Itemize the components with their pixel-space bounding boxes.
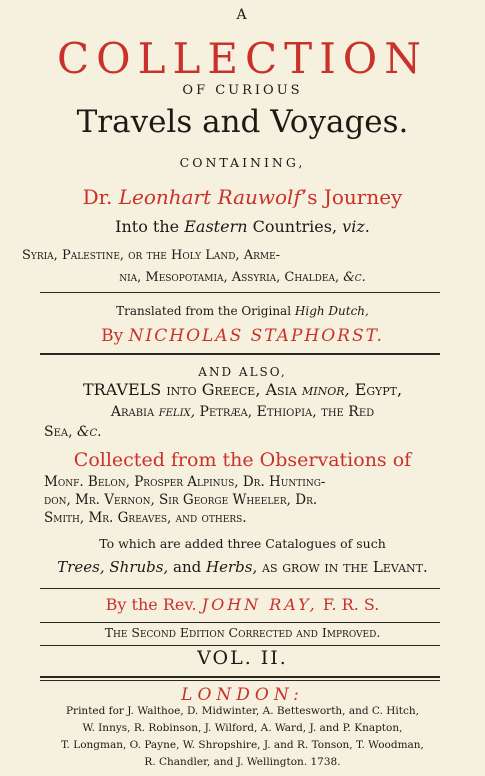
imprint-line-3: T. Longman, O. Payne, W. Shropshire, J. and R. Tonson, T. Woodman, [61, 739, 424, 751]
viz: viz. [342, 217, 370, 236]
by: By [101, 326, 124, 346]
translated-text: Translated from the Original [116, 304, 292, 318]
dr-prefix: Dr. [82, 185, 113, 209]
rule-3 [40, 588, 440, 589]
minor: minor, [301, 380, 350, 399]
arabia: Arabia [110, 404, 155, 420]
herbs: Herbs, [206, 558, 258, 576]
edition-line: The Second Edition Corrected and Improved. [104, 625, 381, 640]
rule-5 [40, 645, 440, 646]
imprint [40, 703, 445, 771]
eastern-countries-line [0, 219, 485, 235]
translator-line [0, 328, 485, 345]
containing: CONTAINING, [179, 155, 306, 170]
sea-etc: &c. [77, 424, 102, 440]
article-a: A [236, 7, 249, 23]
and-also: AND ALSO, [198, 365, 287, 379]
authors-line-3: Smith, Mr. Greaves, and others. [44, 510, 247, 526]
and: and [173, 558, 202, 576]
sea-line [44, 425, 102, 439]
imprint-line-1: Printed for J. Walthoe, D. Midwinter, A. Bettesworth, and C. Hitch, [65, 705, 419, 717]
volume-line: VOL. II. [197, 647, 288, 669]
rule-1 [40, 292, 440, 293]
countries: Countries, [252, 217, 338, 236]
translated-line [0, 305, 485, 317]
travels-into-line [0, 382, 485, 398]
rule-6 [40, 676, 440, 678]
collected-line: Collected from the Observations of [73, 449, 412, 471]
author-name: JOHN RAY, [201, 595, 318, 614]
authors-line-1: Monf. Belon, Prosper Alpinus, Dr. Hunting- [44, 474, 326, 490]
imprint-line-2: W. Innys, R. Robinson, J. Wilford, A. Ward, J. and P. Knapton, [82, 722, 403, 734]
frs: F. R. S. [322, 595, 380, 614]
places-line-2 [0, 271, 485, 284]
places-etc: &c. [343, 270, 366, 285]
arabia-line [0, 405, 485, 419]
egypt: Egypt, [354, 380, 403, 399]
rauwolf-journey-line [0, 187, 485, 207]
journey-suffix: ’s Journey [300, 185, 403, 209]
grow-levant: as grow in the Levant. [262, 558, 428, 576]
into-the: Into the [115, 217, 180, 236]
places-line-2-text: nia, Mesopotamia, Assyria, Chaldea, [119, 270, 340, 285]
london: LONDON: [181, 685, 304, 705]
authors-line-2: don, Mr. Vernon, Sir George Wheeler, Dr. [44, 492, 318, 508]
rule-4 [40, 622, 440, 623]
catalogues-line: To which are added three Catalogues of such [99, 536, 386, 551]
translator-name: NICHOLAS STAPHORST. [128, 326, 384, 346]
by-rev: By the Rev. [105, 595, 197, 614]
of-curious: OF CURIOUS [182, 83, 303, 98]
high-dutch: High Dutch, [294, 304, 369, 318]
collection-heading: COLLECTION [57, 34, 428, 83]
trees: Trees, [57, 558, 105, 576]
felix: felix, [158, 404, 196, 420]
travels-into-text: TRAVELS into Greece, Asia [82, 380, 297, 399]
shrubs: Shrubs, [109, 558, 169, 576]
imprint-line-4: R. Chandler, and J. Wellington. 1738. [144, 756, 341, 768]
rule-2 [40, 353, 440, 355]
rauwolf-name: Leonhart Rauwolf [118, 185, 301, 209]
sea: Sea, [44, 424, 73, 440]
places-line-1: Syria, Palestine, or the Holy Land, Arme- [22, 248, 281, 263]
eastern: Eastern [184, 217, 248, 236]
travels-voyages-heading: Travels and Voyages. [76, 104, 409, 140]
author-line [0, 597, 485, 613]
arabia-rest: Petræa, Ethiopia, the Red [199, 404, 375, 420]
plants-line [0, 560, 485, 575]
